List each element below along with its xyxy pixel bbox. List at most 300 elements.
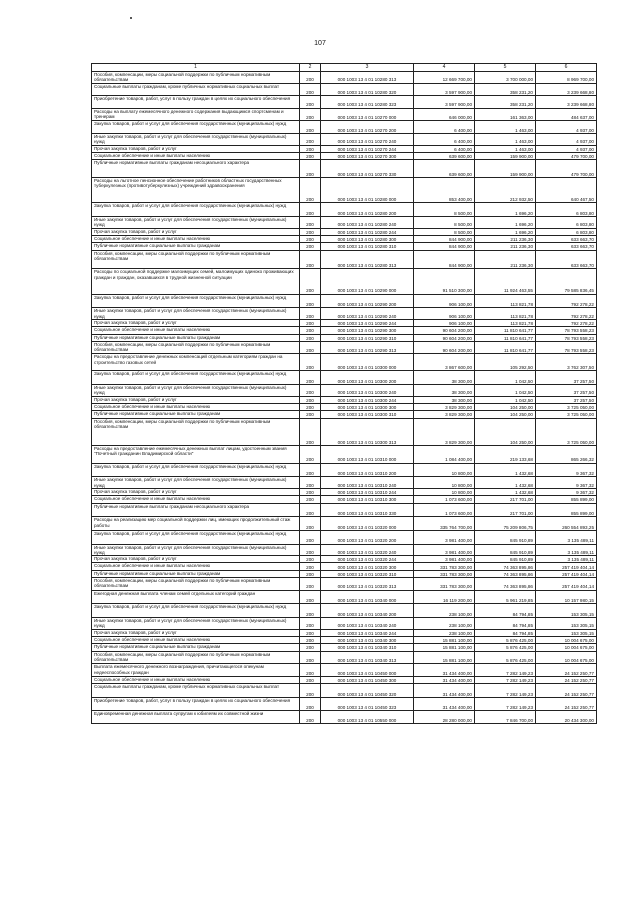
row-unexecuted-amount: 3 135 489,11 xyxy=(536,544,597,556)
row-unexecuted-amount: 633 663,70 xyxy=(536,250,597,269)
row-approved-amount: 844 900,00 xyxy=(414,235,475,242)
table-row xyxy=(92,684,597,698)
row-description: Закупка товаров, работ и услуг для обеспечения государственных (муниципальных) нужд xyxy=(92,371,300,385)
row-unexecuted-amount: 9 367,32 xyxy=(536,463,597,477)
row-unexecuted-amount: 479 700,00 xyxy=(536,160,597,178)
row-description: Расходы на предоставление денежных компенсаций отдельным категориям граждан на строительство газовых сетей xyxy=(92,354,300,371)
row-unexecuted-amount: 257 419 404,14 xyxy=(536,570,597,577)
row-description: Пособия, компенсации, меры социальной поддержки по публичным нормативным обязательствам xyxy=(92,72,300,84)
row-executed-amount: 161 363,00 xyxy=(475,108,536,121)
row-budget-code: 000 1003 13 4 01 10320 240 xyxy=(321,544,414,556)
row-description: Публичные нормативные социальные выплаты гражданам xyxy=(92,644,300,651)
row-description: Приобретение товаров, работ, услуг в пользу граждан в целях их социального обеспечения xyxy=(92,697,300,711)
row-description: Социальное обеспечение и иные выплаты населению xyxy=(92,563,300,570)
row-approved-amount: 1 073 600,00 xyxy=(414,496,475,503)
row-unexecuted-amount: 24 152 250,77 xyxy=(536,676,597,683)
row-approved-amount: 38 300,00 xyxy=(414,371,475,385)
table-row xyxy=(92,664,597,677)
row-admin-code: 200 xyxy=(300,664,321,677)
row-admin-code: 200 xyxy=(300,334,321,341)
row-approved-amount: 10 800,00 xyxy=(414,488,475,495)
row-admin-code: 200 xyxy=(300,445,321,463)
table-row xyxy=(92,308,597,320)
row-description: Прочая закупка товаров, работ и услуг xyxy=(92,228,300,235)
row-unexecuted-amount: 3 239 668,80 xyxy=(536,96,597,109)
table-row xyxy=(92,72,597,84)
row-unexecuted-amount: 37 257,50 xyxy=(536,396,597,403)
row-approved-amount: 3 981 400,00 xyxy=(414,544,475,556)
row-approved-amount: 16 119 200,00 xyxy=(414,590,475,604)
row-executed-amount: 1 042,50 xyxy=(475,384,536,396)
row-approved-amount: 31 434 400,00 xyxy=(414,676,475,683)
row-description: Расходы на реализацию мер социальной поддержки лиц, имеющих продолжительный стаж работы xyxy=(92,517,300,531)
row-approved-amount: 90 604 200,00 xyxy=(414,334,475,341)
row-approved-amount: 853 400,00 xyxy=(414,178,475,203)
row-unexecuted-amount: 855 899,00 xyxy=(536,496,597,503)
row-executed-amount: 212 932,50 xyxy=(475,178,536,203)
header-cell: 2 xyxy=(300,64,321,72)
row-executed-amount: 84 794,85 xyxy=(475,604,536,618)
table-row xyxy=(92,371,597,385)
row-unexecuted-amount: 4 937,00 xyxy=(536,121,597,134)
table-row xyxy=(92,403,597,410)
row-approved-amount: 15 881 100,00 xyxy=(414,636,475,643)
row-budget-code: 000 1003 13 4 01 10320 000 xyxy=(321,517,414,531)
table-row xyxy=(92,108,597,121)
row-executed-amount: 11 810 641,77 xyxy=(475,327,536,334)
row-budget-code: 000 1003 13 4 01 10320 200 xyxy=(321,530,414,544)
row-unexecuted-amount: 10 157 980,15 xyxy=(536,590,597,604)
row-unexecuted-amount: 20 434 300,00 xyxy=(536,711,597,724)
table-header-row xyxy=(92,64,597,72)
table-row xyxy=(92,578,597,591)
table-row xyxy=(92,96,597,109)
row-admin-code: 200 xyxy=(300,121,321,134)
row-unexecuted-amount: 37 257,50 xyxy=(536,371,597,385)
row-admin-code: 200 xyxy=(300,618,321,630)
row-approved-amount: 38 300,00 xyxy=(414,396,475,403)
row-approved-amount: 335 764 700,00 xyxy=(414,517,475,531)
table-row xyxy=(92,636,597,643)
row-admin-code: 200 xyxy=(300,160,321,178)
row-budget-code: 000 1003 13 4 01 10290 310 xyxy=(321,334,414,341)
table-row xyxy=(92,570,597,577)
row-approved-amount: 3 829 300,00 xyxy=(414,411,475,418)
row-description: Выплата ежемесячного денежного вознаграждения, причитающегося опекунам недееспособных граждан xyxy=(92,664,300,677)
row-budget-code: 000 1003 13 4 01 10290 300 xyxy=(321,327,414,334)
table-row xyxy=(92,503,597,517)
table-row xyxy=(92,294,597,308)
row-budget-code: 000 1003 13 4 01 10290 000 xyxy=(321,269,414,294)
row-description: Закупка товаров, работ и услуг для обеспечения государственных (муниципальных) нужд xyxy=(92,604,300,618)
row-unexecuted-amount: 257 419 404,14 xyxy=(536,578,597,591)
row-budget-code: 000 1003 13 4 01 10280 313 xyxy=(321,250,414,269)
row-description: Иные закупки товаров, работ и услуг для обеспечения государственных (муниципальных) нужд xyxy=(92,477,300,489)
row-admin-code: 200 xyxy=(300,711,321,724)
row-description: Публичные нормативные социальные выплаты гражданам xyxy=(92,334,300,341)
row-approved-amount: 8 500,00 xyxy=(414,216,475,228)
row-budget-code: 000 1003 13 4 01 10290 240 xyxy=(321,308,414,320)
row-description: Закупка товаров, работ и услуг для обеспечения государственных (муниципальных) нужд xyxy=(92,203,300,217)
row-approved-amount: 6 400,00 xyxy=(414,133,475,145)
row-description: Прочая закупка товаров, работ и услуг xyxy=(92,145,300,152)
row-admin-code: 200 xyxy=(300,133,321,145)
header-cell: 1 xyxy=(92,64,300,72)
row-unexecuted-amount: 4 937,00 xyxy=(536,145,597,152)
row-budget-code: 000 1003 13 4 01 10310 000 xyxy=(321,445,414,463)
row-unexecuted-amount: 633 663,70 xyxy=(536,235,597,242)
row-budget-code: 000 1003 13 4 01 10280 310 xyxy=(321,243,414,250)
table-row xyxy=(92,530,597,544)
row-budget-code: 000 1003 13 4 01 10270 000 xyxy=(321,108,414,121)
row-unexecuted-amount: 479 700,00 xyxy=(536,152,597,159)
row-budget-code: 000 1003 13 4 01 10310 244 xyxy=(321,488,414,495)
table-row xyxy=(92,644,597,651)
row-approved-amount: 31 434 400,00 xyxy=(414,684,475,698)
row-budget-code: 000 1003 13 4 01 10270 300 xyxy=(321,152,414,159)
row-description: Иные закупки товаров, работ и услуг для обеспечения государственных (муниципальных) нужд xyxy=(92,308,300,320)
table-row xyxy=(92,243,597,250)
row-approved-amount: 8 500,00 xyxy=(414,228,475,235)
table-row xyxy=(92,477,597,489)
row-approved-amount: 844 900,00 xyxy=(414,243,475,250)
row-executed-amount: 845 910,89 xyxy=(475,530,536,544)
table-row xyxy=(92,618,597,630)
table-row xyxy=(92,517,597,531)
row-executed-amount: 113 821,78 xyxy=(475,294,536,308)
row-budget-code: 000 1003 13 4 01 10310 200 xyxy=(321,463,414,477)
row-description: Пособия, компенсации, меры социальной поддержки по публичным нормативным обязательствам xyxy=(92,250,300,269)
row-executed-amount: 1 432,68 xyxy=(475,477,536,489)
row-approved-amount: 31 434 400,00 xyxy=(414,664,475,677)
row-approved-amount: 331 783 300,00 xyxy=(414,578,475,591)
row-executed-amount: 159 900,00 xyxy=(475,160,536,178)
row-description: Социальные выплаты гражданам, кроме публичных нормативных социальных выплат xyxy=(92,684,300,698)
row-admin-code: 200 xyxy=(300,676,321,683)
row-approved-amount: 238 100,00 xyxy=(414,604,475,618)
row-unexecuted-amount: 24 152 250,77 xyxy=(536,684,597,698)
row-admin-code: 200 xyxy=(300,327,321,334)
row-budget-code: 000 1003 13 4 01 10280 240 xyxy=(321,216,414,228)
row-admin-code: 200 xyxy=(300,503,321,517)
row-description: Иные закупки товаров, работ и услуг для обеспечения государственных (муниципальных) нужд xyxy=(92,384,300,396)
row-admin-code: 200 xyxy=(300,556,321,563)
row-description: Пособия, компенсации, меры социальной поддержки по публичным нормативным обязательствам xyxy=(92,578,300,591)
row-description: Прочая закупка товаров, работ и услуг xyxy=(92,396,300,403)
row-unexecuted-amount: 3 135 489,11 xyxy=(536,556,597,563)
row-admin-code: 200 xyxy=(300,152,321,159)
row-unexecuted-amount: 153 305,15 xyxy=(536,604,597,618)
table-row xyxy=(92,83,597,96)
row-budget-code: 000 1003 13 4 01 10340 310 xyxy=(321,644,414,651)
row-admin-code: 200 xyxy=(300,250,321,269)
row-executed-amount: 217 701,00 xyxy=(475,503,536,517)
row-budget-code: 000 1003 13 4 01 10300 200 xyxy=(321,371,414,385)
row-approved-amount: 15 881 100,00 xyxy=(414,644,475,651)
row-approved-amount: 331 783 300,00 xyxy=(414,563,475,570)
row-admin-code: 200 xyxy=(300,604,321,618)
row-unexecuted-amount: 37 257,50 xyxy=(536,384,597,396)
row-admin-code: 200 xyxy=(300,96,321,109)
row-unexecuted-amount: 4 937,00 xyxy=(536,133,597,145)
row-approved-amount: 331 783 300,00 xyxy=(414,570,475,577)
row-approved-amount: 238 100,00 xyxy=(414,618,475,630)
row-unexecuted-amount: 6 803,80 xyxy=(536,228,597,235)
row-description: Социальные выплаты гражданам, кроме публичных нормативных социальных выплат xyxy=(92,83,300,96)
row-description: Иные закупки товаров, работ и услуг для обеспечения государственных (муниципальных) нужд xyxy=(92,216,300,228)
row-executed-amount: 5 876 425,00 xyxy=(475,636,536,643)
row-budget-code: 000 1003 13 4 01 10280 300 xyxy=(321,235,414,242)
row-approved-amount: 90 604 200,00 xyxy=(414,327,475,334)
row-executed-amount: 75 209 806,75 xyxy=(475,517,536,531)
row-executed-amount: 3 700 000,00 xyxy=(475,72,536,84)
row-budget-code: 000 1003 13 4 01 10340 300 xyxy=(321,636,414,643)
row-admin-code: 200 xyxy=(300,477,321,489)
table-row xyxy=(92,697,597,711)
row-description: Иные закупки товаров, работ и услуг для обеспечения государственных (муниципальных) нужд xyxy=(92,544,300,556)
row-approved-amount: 12 669 700,00 xyxy=(414,72,475,84)
row-admin-code: 200 xyxy=(300,544,321,556)
row-executed-amount: 211 236,30 xyxy=(475,235,536,242)
table-row xyxy=(92,396,597,403)
row-unexecuted-amount: 3 135 489,11 xyxy=(536,530,597,544)
row-description: Пособия, компенсации, меры социальной поддержки по публичным нормативным обязательствам xyxy=(92,651,300,664)
table-row xyxy=(92,445,597,463)
row-budget-code: 000 1003 13 4 01 10300 313 xyxy=(321,418,414,445)
row-budget-code: 000 1003 13 4 01 10450 320 xyxy=(321,684,414,698)
row-admin-code: 200 xyxy=(300,651,321,664)
row-admin-code: 200 xyxy=(300,411,321,418)
row-executed-amount: 1 042,50 xyxy=(475,371,536,385)
row-executed-amount: 7 282 149,23 xyxy=(475,676,536,683)
table-row xyxy=(92,488,597,495)
row-approved-amount: 8 500,00 xyxy=(414,203,475,217)
row-admin-code: 200 xyxy=(300,563,321,570)
row-approved-amount: 31 434 400,00 xyxy=(414,697,475,711)
row-executed-amount: 1 432,68 xyxy=(475,488,536,495)
row-unexecuted-amount: 260 554 893,25 xyxy=(536,517,597,531)
row-description: Пособия, компенсации, меры социальной поддержки по публичным нормативным обязательствам xyxy=(92,341,300,354)
table-row xyxy=(92,651,597,664)
row-executed-amount: 219 133,68 xyxy=(475,445,536,463)
table-row xyxy=(92,418,597,445)
table-row xyxy=(92,334,597,341)
row-admin-code: 200 xyxy=(300,178,321,203)
table-row xyxy=(92,629,597,636)
row-unexecuted-amount: 153 305,15 xyxy=(536,629,597,636)
row-admin-code: 200 xyxy=(300,530,321,544)
row-unexecuted-amount: 865 266,32 xyxy=(536,445,597,463)
table-row xyxy=(92,319,597,326)
row-budget-code: 000 1003 13 4 01 10450 300 xyxy=(321,676,414,683)
row-unexecuted-amount: 257 419 404,14 xyxy=(536,563,597,570)
table-row xyxy=(92,250,597,269)
row-budget-code: 000 1003 13 4 01 10340 200 xyxy=(321,604,414,618)
row-executed-amount: 1 696,20 xyxy=(475,203,536,217)
row-admin-code: 200 xyxy=(300,578,321,591)
row-admin-code: 200 xyxy=(300,319,321,326)
row-description: Социальное обеспечение и иные выплаты населению xyxy=(92,676,300,683)
row-admin-code: 200 xyxy=(300,341,321,354)
table-row xyxy=(92,463,597,477)
row-executed-amount: 7 846 700,00 xyxy=(475,711,536,724)
row-budget-code: 000 1003 13 4 01 10300 000 xyxy=(321,354,414,371)
row-budget-code: 000 1003 13 4 01 10280 244 xyxy=(321,228,414,235)
row-admin-code: 200 xyxy=(300,72,321,84)
table-row xyxy=(92,354,597,371)
row-admin-code: 200 xyxy=(300,684,321,698)
row-budget-code: 000 1003 13 4 01 10280 320 xyxy=(321,83,414,96)
row-budget-code: 000 1003 13 4 01 10310 330 xyxy=(321,503,414,517)
row-executed-amount: 113 821,78 xyxy=(475,319,536,326)
row-unexecuted-amount: 78 793 558,23 xyxy=(536,341,597,354)
row-budget-code: 000 1003 13 4 01 10320 300 xyxy=(321,563,414,570)
row-description: Прочая закупка товаров, работ и услуг xyxy=(92,556,300,563)
row-approved-amount: 10 800,00 xyxy=(414,463,475,477)
table-row xyxy=(92,604,597,618)
header-cell: 6 xyxy=(536,64,597,72)
row-budget-code: 000 1003 13 4 01 10300 300 xyxy=(321,403,414,410)
row-executed-amount: 845 910,89 xyxy=(475,556,536,563)
row-budget-code: 000 1003 13 4 01 10450 000 xyxy=(321,664,414,677)
table-row xyxy=(92,203,597,217)
row-budget-code: 000 1003 13 4 01 10280 323 xyxy=(321,96,414,109)
row-executed-amount: 74 363 895,86 xyxy=(475,578,536,591)
row-unexecuted-amount: 3 725 050,00 xyxy=(536,418,597,445)
row-approved-amount: 6 400,00 xyxy=(414,121,475,134)
row-budget-code: 000 1003 13 4 01 10270 240 xyxy=(321,133,414,145)
row-executed-amount: 7 282 149,23 xyxy=(475,697,536,711)
row-approved-amount: 3 829 300,00 xyxy=(414,418,475,445)
row-budget-code: 000 1003 13 4 01 10340 244 xyxy=(321,629,414,636)
page-number: 107 xyxy=(314,40,326,47)
row-unexecuted-amount: 792 278,22 xyxy=(536,319,597,326)
row-executed-amount: 11 924 463,55 xyxy=(475,269,536,294)
row-approved-amount: 10 800,00 xyxy=(414,477,475,489)
row-executed-amount: 113 821,78 xyxy=(475,308,536,320)
row-description: Расходы на предоставление ежемесячных денежных выплат лицам, удостоенным звания "Почетный гражданин Владимирской области" xyxy=(92,445,300,463)
row-approved-amount: 3 981 400,00 xyxy=(414,556,475,563)
row-admin-code: 200 xyxy=(300,384,321,396)
row-description: Публичные нормативные социальные выплаты гражданам xyxy=(92,243,300,250)
row-admin-code: 200 xyxy=(300,517,321,531)
row-admin-code: 200 xyxy=(300,463,321,477)
row-admin-code: 200 xyxy=(300,644,321,651)
row-admin-code: 200 xyxy=(300,235,321,242)
row-executed-amount: 84 794,85 xyxy=(475,618,536,630)
row-approved-amount: 906 100,00 xyxy=(414,308,475,320)
row-approved-amount: 906 100,00 xyxy=(414,319,475,326)
row-budget-code: 000 1003 13 4 01 10310 300 xyxy=(321,496,414,503)
table-row xyxy=(92,145,597,152)
row-executed-amount: 74 363 895,86 xyxy=(475,563,536,570)
row-budget-code: 000 1003 13 4 01 10290 200 xyxy=(321,294,414,308)
row-executed-amount: 1 463,00 xyxy=(475,145,536,152)
header-cell: 3 xyxy=(321,64,414,72)
row-admin-code: 200 xyxy=(300,228,321,235)
scan-speck xyxy=(130,17,132,19)
row-approved-amount: 3 867 600,00 xyxy=(414,354,475,371)
row-description: Закупка товаров, работ и услуг для обеспечения государственных (муниципальных) нужд xyxy=(92,463,300,477)
row-description: Ежегодная денежная выплата членам семей отдельных категорий граждан xyxy=(92,590,300,604)
row-unexecuted-amount: 792 278,22 xyxy=(536,308,597,320)
row-description: Расходы по социальной поддержке малоимущих семей, малоимущих одиноко проживающих граждан и граждан, оказавшихся в трудной жизненной ситуации xyxy=(92,269,300,294)
row-approved-amount: 3 829 300,00 xyxy=(414,403,475,410)
row-approved-amount: 1 084 400,00 xyxy=(414,445,475,463)
row-approved-amount: 38 300,00 xyxy=(414,384,475,396)
table-row xyxy=(92,411,597,418)
row-unexecuted-amount: 484 637,00 xyxy=(536,108,597,121)
row-executed-amount: 11 810 641,77 xyxy=(475,341,536,354)
row-approved-amount: 3 981 400,00 xyxy=(414,530,475,544)
table-row xyxy=(92,327,597,334)
row-unexecuted-amount: 153 305,15 xyxy=(536,618,597,630)
row-executed-amount: 845 910,89 xyxy=(475,544,536,556)
row-unexecuted-amount: 24 152 250,77 xyxy=(536,697,597,711)
row-unexecuted-amount: 792 278,22 xyxy=(536,294,597,308)
row-budget-code: 000 1003 13 4 01 10280 313 xyxy=(321,72,414,84)
row-approved-amount: 639 600,00 xyxy=(414,160,475,178)
row-admin-code: 200 xyxy=(300,496,321,503)
row-unexecuted-amount: 9 367,32 xyxy=(536,488,597,495)
row-description: Социальное обеспечение и иные выплаты населению xyxy=(92,636,300,643)
row-budget-code: 000 1003 13 4 01 10300 310 xyxy=(321,411,414,418)
row-admin-code: 200 xyxy=(300,354,321,371)
row-unexecuted-amount: 79 585 836,45 xyxy=(536,269,597,294)
row-budget-code: 000 1003 13 4 01 10300 240 xyxy=(321,384,414,396)
row-unexecuted-amount: 24 152 250,77 xyxy=(536,664,597,677)
row-budget-code: 000 1003 13 4 01 10270 200 xyxy=(321,121,414,134)
row-budget-code: 000 1003 13 4 01 10270 330 xyxy=(321,160,414,178)
row-admin-code: 200 xyxy=(300,83,321,96)
row-description: Расходы на выплату ежемесячного денежного содержания выдающимся спортсменам и тренерам xyxy=(92,108,300,121)
row-unexecuted-amount: 10 004 675,00 xyxy=(536,636,597,643)
row-budget-code: 000 1003 13 4 01 10300 244 xyxy=(321,396,414,403)
row-budget-code: 000 1003 13 4 01 10320 244 xyxy=(321,556,414,563)
row-description: Приобретение товаров, работ, услуг в пользу граждан в целях их социального обеспечения xyxy=(92,96,300,109)
table-row xyxy=(92,556,597,563)
row-executed-amount: 1 463,00 xyxy=(475,133,536,145)
row-description: Пособия, компенсации, меры социальной поддержки по публичным нормативным обязательствам xyxy=(92,418,300,445)
row-executed-amount: 358 231,20 xyxy=(475,83,536,96)
row-executed-amount: 1 432,68 xyxy=(475,463,536,477)
row-unexecuted-amount: 633 663,70 xyxy=(536,243,597,250)
row-budget-code: 000 1003 13 4 01 10340 313 xyxy=(321,651,414,664)
row-approved-amount: 238 100,00 xyxy=(414,629,475,636)
row-executed-amount: 104 250,00 xyxy=(475,403,536,410)
row-approved-amount: 1 073 600,00 xyxy=(414,503,475,517)
row-unexecuted-amount: 78 793 558,23 xyxy=(536,334,597,341)
row-description: Социальное обеспечение и иные выплаты населению xyxy=(92,496,300,503)
row-description: Прочая закупка товаров, работ и услуг xyxy=(92,629,300,636)
row-unexecuted-amount: 640 467,50 xyxy=(536,178,597,203)
row-admin-code: 200 xyxy=(300,371,321,385)
row-unexecuted-amount: 3 725 050,00 xyxy=(536,411,597,418)
row-admin-code: 200 xyxy=(300,629,321,636)
row-approved-amount: 6 400,00 xyxy=(414,145,475,152)
row-description: Прочая закупка товаров, работ и услуг xyxy=(92,488,300,495)
row-approved-amount: 3 597 900,00 xyxy=(414,83,475,96)
row-executed-amount: 84 794,85 xyxy=(475,629,536,636)
row-description: Публичные нормативные выплаты гражданам несоциального характера xyxy=(92,503,300,517)
table-row xyxy=(92,269,597,294)
row-executed-amount: 1 042,50 xyxy=(475,396,536,403)
row-description: Закупка товаров, работ и услуг для обеспечения государственных (муниципальных) нужд xyxy=(92,294,300,308)
row-admin-code: 200 xyxy=(300,243,321,250)
row-admin-code: 200 xyxy=(300,636,321,643)
row-budget-code: 000 1003 13 4 01 10320 310 xyxy=(321,570,414,577)
row-admin-code: 200 xyxy=(300,203,321,217)
